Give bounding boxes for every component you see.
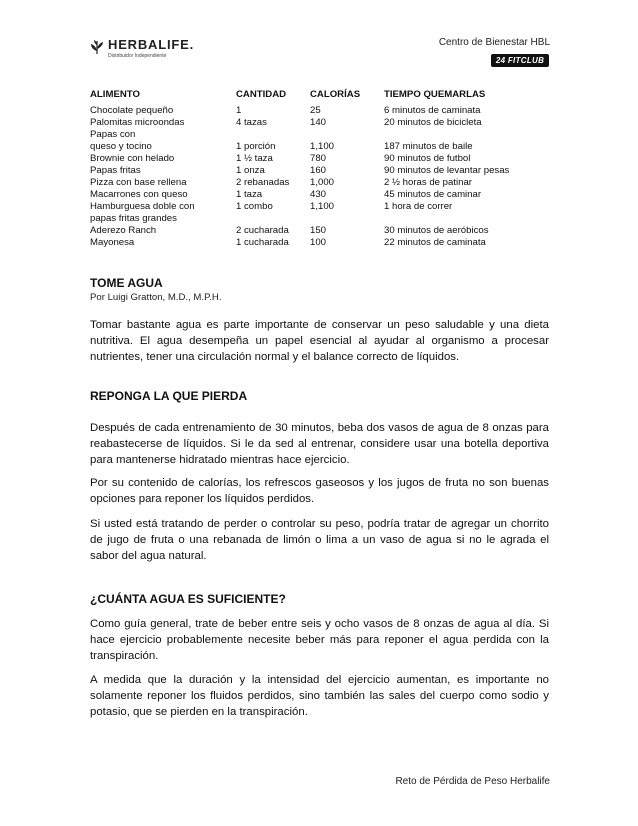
cell-quantity: 1: [236, 105, 242, 116]
cell-burn-time: 6 minutos de caminata: [384, 105, 481, 116]
cell-calories: 430: [310, 189, 327, 200]
paragraph: A medida que la duración y la intensidad del ejercicio aumentan, es importante no solamente reponer los fluidos perdidos, sino también las sales del cuerpo como sodio y potasio, que se pierden en la transpiración.: [90, 674, 549, 718]
section-title-tome-agua: TOME AGUA: [90, 276, 163, 290]
cell-quantity: 1 taza: [236, 189, 263, 200]
paragraph: Si usted está tratando de perder o controlar su peso, podría tratar de agregar un chorrito de jugo de fruta o una rebanada de limón o lima a un vaso de agua si no le agrada el sabor del agua natural.: [90, 518, 549, 562]
section-title-cuanta-agua: ¿CUÁNTA AGUA ES SUFICIENTE?: [90, 592, 286, 606]
cell-burn-time: 20 minutos de bicicleta: [384, 117, 482, 128]
cell-burn-time: [384, 129, 550, 141]
page-footer: Reto de Pérdida de Peso Herbalife: [395, 776, 550, 787]
cell-food: Chocolate pequeño: [90, 105, 174, 116]
paragraph: Tomar bastante agua es parte importante de conservar un peso saludable y una dieta nutritiva. El agua desempeña un papel esencial al ayudar al organismo a procesar nutrientes, tener una circulación normal y el balance correcto de líquidos.: [90, 319, 549, 363]
cell-food: Papas con: [90, 129, 136, 140]
cell-food: Brownie con helado: [90, 153, 175, 164]
cell-quantity: [236, 129, 310, 141]
table-row: [90, 177, 550, 189]
cell-calories: 140: [310, 117, 327, 128]
table-row: [90, 237, 550, 249]
cell-quantity: 1 ½ taza: [236, 153, 273, 164]
cell-calories: [310, 129, 384, 141]
cell-burn-time: 187 minutos de baile: [384, 141, 473, 152]
brand-tagline: Distribuidor Independiente: [108, 53, 167, 59]
section-title-reponga: REPONGA LA QUE PIERDA: [90, 389, 248, 403]
paragraph: Por su contenido de calorías, los refrescos gaseosos y los jugos de fruta no son buenas opciones para reponer los líquidos perdidos.: [90, 477, 549, 505]
cell-burn-time: 45 minutos de caminar: [384, 189, 482, 200]
brand-name: HERBALIFE.: [108, 37, 194, 52]
cell-food: Macarrones con queso: [90, 189, 188, 200]
column-header-burn-time: TIEMPO QUEMARLAS: [384, 89, 486, 100]
cell-calories: 1,100: [310, 141, 335, 152]
column-header-food: ALIMENTO: [90, 89, 140, 100]
table-header-row: [90, 89, 550, 101]
table-row: [90, 117, 550, 129]
cell-quantity: 1 combo: [236, 201, 273, 212]
table-row: [90, 165, 550, 177]
cell-food: papas fritas grandes: [90, 213, 177, 224]
cell-calories: 780: [310, 153, 327, 164]
cell-burn-time: [384, 213, 550, 225]
cell-quantity: 2 cucharada: [236, 225, 289, 236]
cell-quantity: [236, 213, 310, 225]
leaf-logo-icon: [90, 39, 104, 55]
cell-burn-time: 22 minutos de caminata: [384, 237, 486, 248]
cell-calories: 1,000: [310, 177, 335, 188]
table-row: [90, 105, 550, 117]
column-header-calories: CALORÍAS: [310, 89, 361, 100]
calorie-table: [90, 89, 550, 249]
article-byline: Por Luigi Gratton, M.D., M.P.H.: [90, 292, 222, 303]
paragraph: Como guía general, trate de beber entre seis y ocho vasos de 8 onzas de agua al día. Si hace ejercicio probablemente necesite beber más para reponer el agua perdida con la transpiración.: [90, 618, 549, 662]
column-header-quantity: CANTIDAD: [236, 89, 287, 100]
fitclub-badge-text: 24 FITCLUB: [495, 56, 545, 65]
table-row: [90, 129, 550, 141]
cell-food: Hamburguesa doble con: [90, 201, 195, 212]
fitclub-badge: [491, 54, 549, 67]
cell-quantity: 1 porción: [236, 141, 276, 152]
cell-food: Pizza con base rellena: [90, 177, 187, 188]
herbalife-logo: [90, 38, 194, 59]
table-row: [90, 213, 550, 225]
table-row: [90, 189, 550, 201]
cell-quantity: 1 onza: [236, 165, 265, 176]
cell-quantity: 2 rebanadas: [236, 177, 290, 188]
cell-quantity: 4 tazas: [236, 117, 267, 128]
center-name: Centro de Bienestar HBL: [438, 37, 550, 48]
cell-food: Papas fritas: [90, 165, 141, 176]
cell-calories: 1,100: [310, 201, 335, 212]
cell-calories: [310, 213, 384, 225]
cell-calories: 25: [310, 105, 321, 116]
cell-burn-time: 90 minutos de futbol: [384, 153, 471, 164]
cell-calories: 150: [310, 225, 327, 236]
cell-food: queso y tocino: [90, 141, 152, 152]
cell-food: Aderezo Ranch: [90, 225, 157, 236]
cell-calories: 100: [310, 237, 327, 248]
table-body: [90, 105, 550, 249]
cell-calories: 160: [310, 165, 327, 176]
table-row: [90, 141, 550, 153]
table-row: [90, 201, 550, 213]
table-row: [90, 225, 550, 237]
cell-burn-time: 30 minutos de aeróbicos: [384, 225, 489, 236]
cell-burn-time: 90 minutos de levantar pesas: [384, 165, 510, 176]
cell-food: Palomitas microondas: [90, 117, 185, 128]
cell-burn-time: 1 hora de correr: [384, 201, 453, 212]
cell-burn-time: 2 ½ horas de patinar: [384, 177, 473, 188]
table-row: [90, 153, 550, 165]
cell-quantity: 1 cucharada: [236, 237, 289, 248]
paragraph: Después de cada entrenamiento de 30 minutos, beba dos vasos de agua de 8 onzas para reabastecerse de líquidos. Si le da sed al entrenar, considere usar una botella deportiva para mantenerse hidratado mientras hace ejercicio.: [90, 422, 549, 466]
cell-food: Mayonesa: [90, 237, 135, 248]
